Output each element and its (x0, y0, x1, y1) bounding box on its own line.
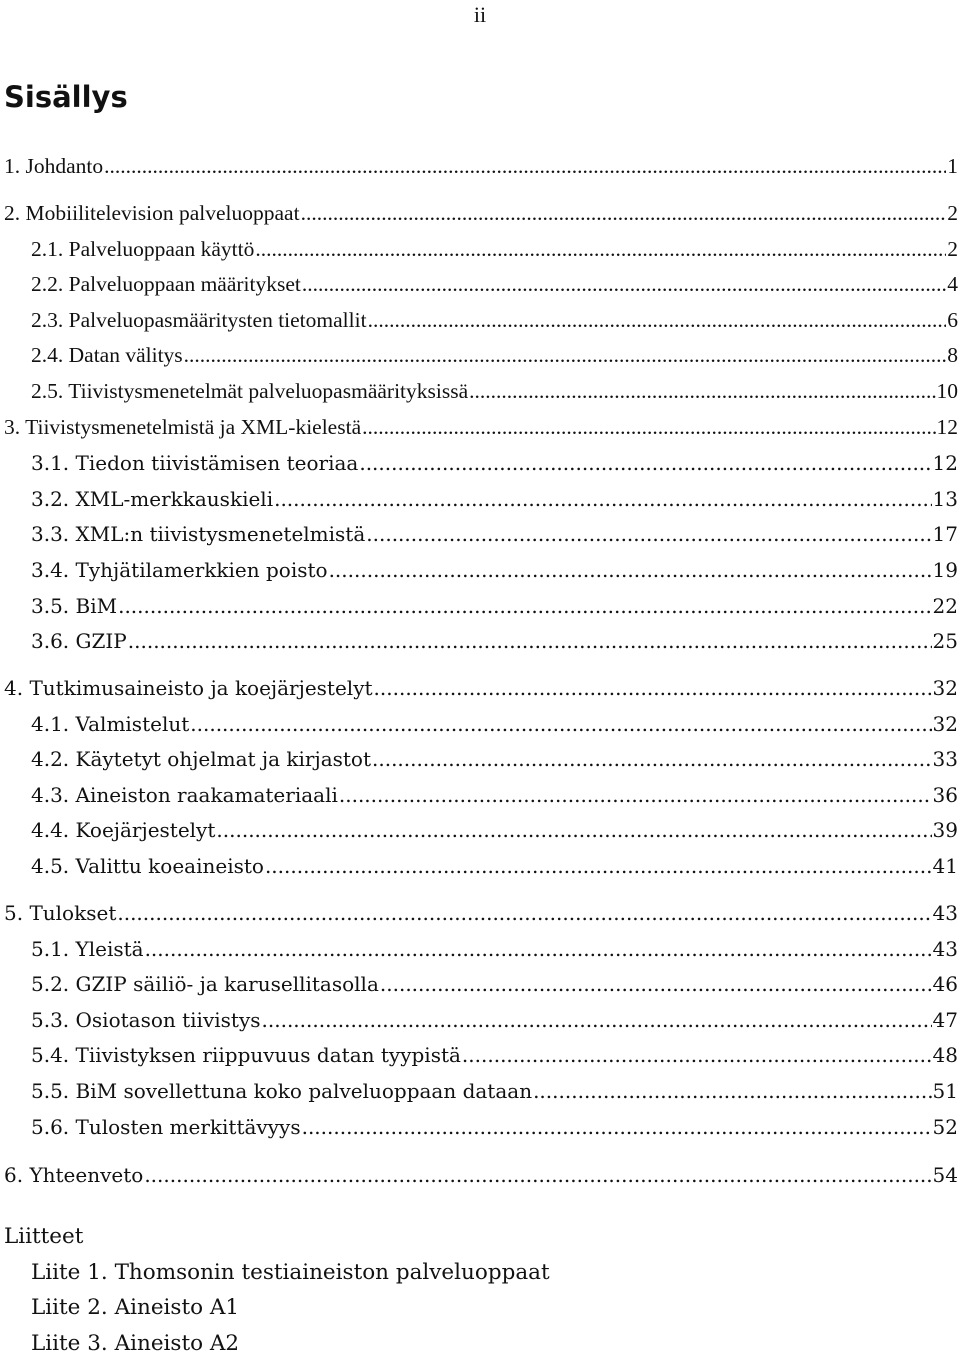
toc-entry-label: 2.3. Palveluopasmääritysten tietomallit (31, 308, 367, 332)
toc-entry[interactable] (31, 484, 958, 514)
toc-entry-label: 5.3. Osiotason tiivistys (31, 1008, 261, 1032)
toc-dot-leader (359, 448, 931, 478)
toc-entry-page: 32 (932, 712, 958, 736)
toc-entry[interactable] (4, 898, 958, 928)
toc-entry-page: 22 (932, 594, 958, 618)
toc-entry[interactable] (31, 780, 958, 810)
toc-entry-label: 4.3. Aineiston raakamateriaali (31, 783, 338, 807)
toc-entry-page: 4 (947, 272, 958, 296)
toc-entry-page: 51 (932, 1079, 958, 1103)
toc-entry-label: 3.6. GZIP (31, 629, 127, 653)
toc-entry-page: 2 (947, 237, 958, 261)
toc-entry-label: 5. Tulokset (4, 901, 117, 925)
toc-entry-page: 8 (947, 343, 958, 367)
toc-dot-leader (366, 519, 931, 549)
toc-dot-leader (339, 780, 932, 810)
page-number: ii (473, 2, 487, 27)
toc-entry-page: 46 (932, 972, 958, 996)
appendix-item[interactable]: Liite 2. Aineisto A1 (31, 1295, 240, 1320)
toc-entry-label: 4.5. Valittu koeaineisto (31, 854, 264, 878)
toc-entry[interactable] (31, 591, 958, 621)
toc-entry[interactable] (4, 151, 958, 181)
toc-entry[interactable] (4, 198, 958, 228)
toc-dot-leader (255, 234, 946, 264)
appendix-heading: Liitteet (4, 1224, 84, 1249)
toc-dot-leader (301, 198, 947, 228)
toc-entry-page: 54 (932, 1163, 958, 1187)
toc-dot-leader (265, 851, 932, 881)
toc-entry-page: 52 (932, 1115, 958, 1139)
toc-dot-leader (368, 305, 947, 335)
toc-entry-label: 3.2. XML-merkkauskieli (31, 487, 274, 511)
toc-entry-page: 19 (932, 558, 958, 582)
toc-title: Sisällys (4, 80, 128, 114)
toc-dot-leader (184, 340, 947, 370)
toc-entry[interactable] (31, 1076, 958, 1106)
toc-entry-label: 2.1. Palveluoppaan käyttö (31, 237, 255, 261)
toc-entry-label: 2. Mobiilitelevision palveluoppaat (4, 201, 300, 225)
toc-entry[interactable] (31, 626, 958, 656)
toc-entry[interactable] (31, 815, 958, 845)
toc-dot-leader (128, 626, 932, 656)
toc-entry-label: 4.1. Valmistelut (31, 712, 190, 736)
toc-entry[interactable] (31, 376, 958, 406)
toc-entry[interactable] (31, 969, 958, 999)
toc-entry[interactable] (4, 673, 958, 703)
toc-entry-page: 41 (932, 854, 958, 878)
toc-entry-label: 4.4. Koejärjestelyt (31, 818, 216, 842)
toc-entry-label: 5.5. BiM sovellettuna koko palveluoppaan dataan (31, 1079, 533, 1103)
toc-entry[interactable] (31, 340, 958, 370)
toc-entry-label: 1. Johdanto (4, 154, 104, 178)
toc-entry-label: 2.4. Datan välitys (31, 343, 183, 367)
toc-entry-page: 43 (932, 901, 958, 925)
toc-entry-label: 5.4. Tiivistyksen riippuvuus datan tyypistä (31, 1043, 461, 1067)
toc-dot-leader (117, 898, 931, 928)
toc-dot-leader (274, 484, 931, 514)
toc-entry-label: 3.3. XML:n tiivistysmenetelmistä (31, 522, 366, 546)
toc-dot-leader (362, 412, 935, 442)
toc-entry-page: 12 (932, 451, 958, 475)
toc-entry[interactable] (4, 412, 958, 442)
toc-dot-leader (190, 709, 931, 739)
toc-entry[interactable] (31, 555, 958, 585)
toc-entry[interactable] (31, 1040, 958, 1070)
toc-entry[interactable] (31, 519, 958, 549)
toc-entry-page: 33 (932, 747, 958, 771)
toc-entry-label: 4. Tutkimusaineisto ja koejärjestelyt (4, 676, 373, 700)
toc-dot-leader (462, 1040, 932, 1070)
toc-entry[interactable] (31, 448, 958, 478)
toc-entry-label: 3.5. BiM (31, 594, 118, 618)
toc-entry-label: 6. Yhteenveto (4, 1163, 144, 1187)
toc-dot-leader (372, 744, 932, 774)
toc-entry[interactable] (31, 234, 958, 264)
toc-dot-leader (262, 1005, 932, 1035)
toc-entry-label: 2.5. Tiivistysmenetelmät palveluopasmäärityksissä (31, 379, 469, 403)
toc-entry-page: 47 (932, 1008, 958, 1032)
toc-entry-page: 39 (932, 818, 958, 842)
toc-entry-page: 25 (932, 629, 958, 653)
toc-dot-leader (145, 934, 932, 964)
toc-entry-page: 32 (932, 676, 958, 700)
toc-entry-page: 43 (932, 937, 958, 961)
toc-dot-leader (469, 376, 935, 406)
appendix-item[interactable]: Liite 1. Thomsonin testiaineiston palveluoppaat (31, 1260, 550, 1285)
toc-entry[interactable] (31, 851, 958, 881)
toc-entry-page: 48 (932, 1043, 958, 1067)
toc-entry-page: 36 (932, 783, 958, 807)
toc-dot-leader (104, 151, 946, 181)
toc-entry-label: 3.1. Tiedon tiivistämisen teoriaa (31, 451, 359, 475)
toc-entry-label: 4.2. Käytetyt ohjelmat ja kirjastot (31, 747, 371, 771)
toc-entry-page: 1 (947, 154, 958, 178)
toc-entry[interactable] (31, 269, 958, 299)
toc-entry-page: 13 (932, 487, 958, 511)
toc-entry[interactable] (31, 1112, 958, 1142)
toc-entry-page: 2 (947, 201, 958, 225)
toc-dot-leader (118, 591, 931, 621)
toc-entry-label: 3.4. Tyhjätilamerkkien poisto (31, 558, 328, 582)
toc-dot-leader (302, 269, 946, 299)
toc-entry-label: 5.2. GZIP säiliö- ja karusellitasolla (31, 972, 379, 996)
appendix-item[interactable]: Liite 3. Aineisto A2 (31, 1331, 240, 1356)
toc-entry[interactable] (31, 744, 958, 774)
toc-entry-page: 12 (936, 415, 958, 439)
toc-dot-leader (329, 555, 932, 585)
toc-entry[interactable] (31, 305, 958, 335)
toc-entry[interactable] (4, 1160, 958, 1190)
toc-entry[interactable] (31, 1005, 958, 1035)
toc-entry-label: 3. Tiivistysmenetelmistä ja XML-kielestä (4, 415, 362, 439)
toc-entry-label: 2.2. Palveluoppaan määritykset (31, 272, 301, 296)
toc-entry[interactable] (31, 709, 958, 739)
toc-dot-leader (144, 1160, 931, 1190)
toc-dot-leader (380, 969, 932, 999)
toc-dot-leader (302, 1112, 932, 1142)
toc-entry-page: 17 (932, 522, 958, 546)
toc-dot-leader (533, 1076, 931, 1106)
toc-entry-label: 5.6. Tulosten merkittävyys (31, 1115, 301, 1139)
toc-dot-leader (216, 815, 931, 845)
toc-entry-page: 10 (936, 379, 958, 403)
toc-entry[interactable] (31, 934, 958, 964)
toc-entry-page: 6 (947, 308, 958, 332)
toc-dot-leader (374, 673, 932, 703)
toc-entry-label: 5.1. Yleistä (31, 937, 144, 961)
